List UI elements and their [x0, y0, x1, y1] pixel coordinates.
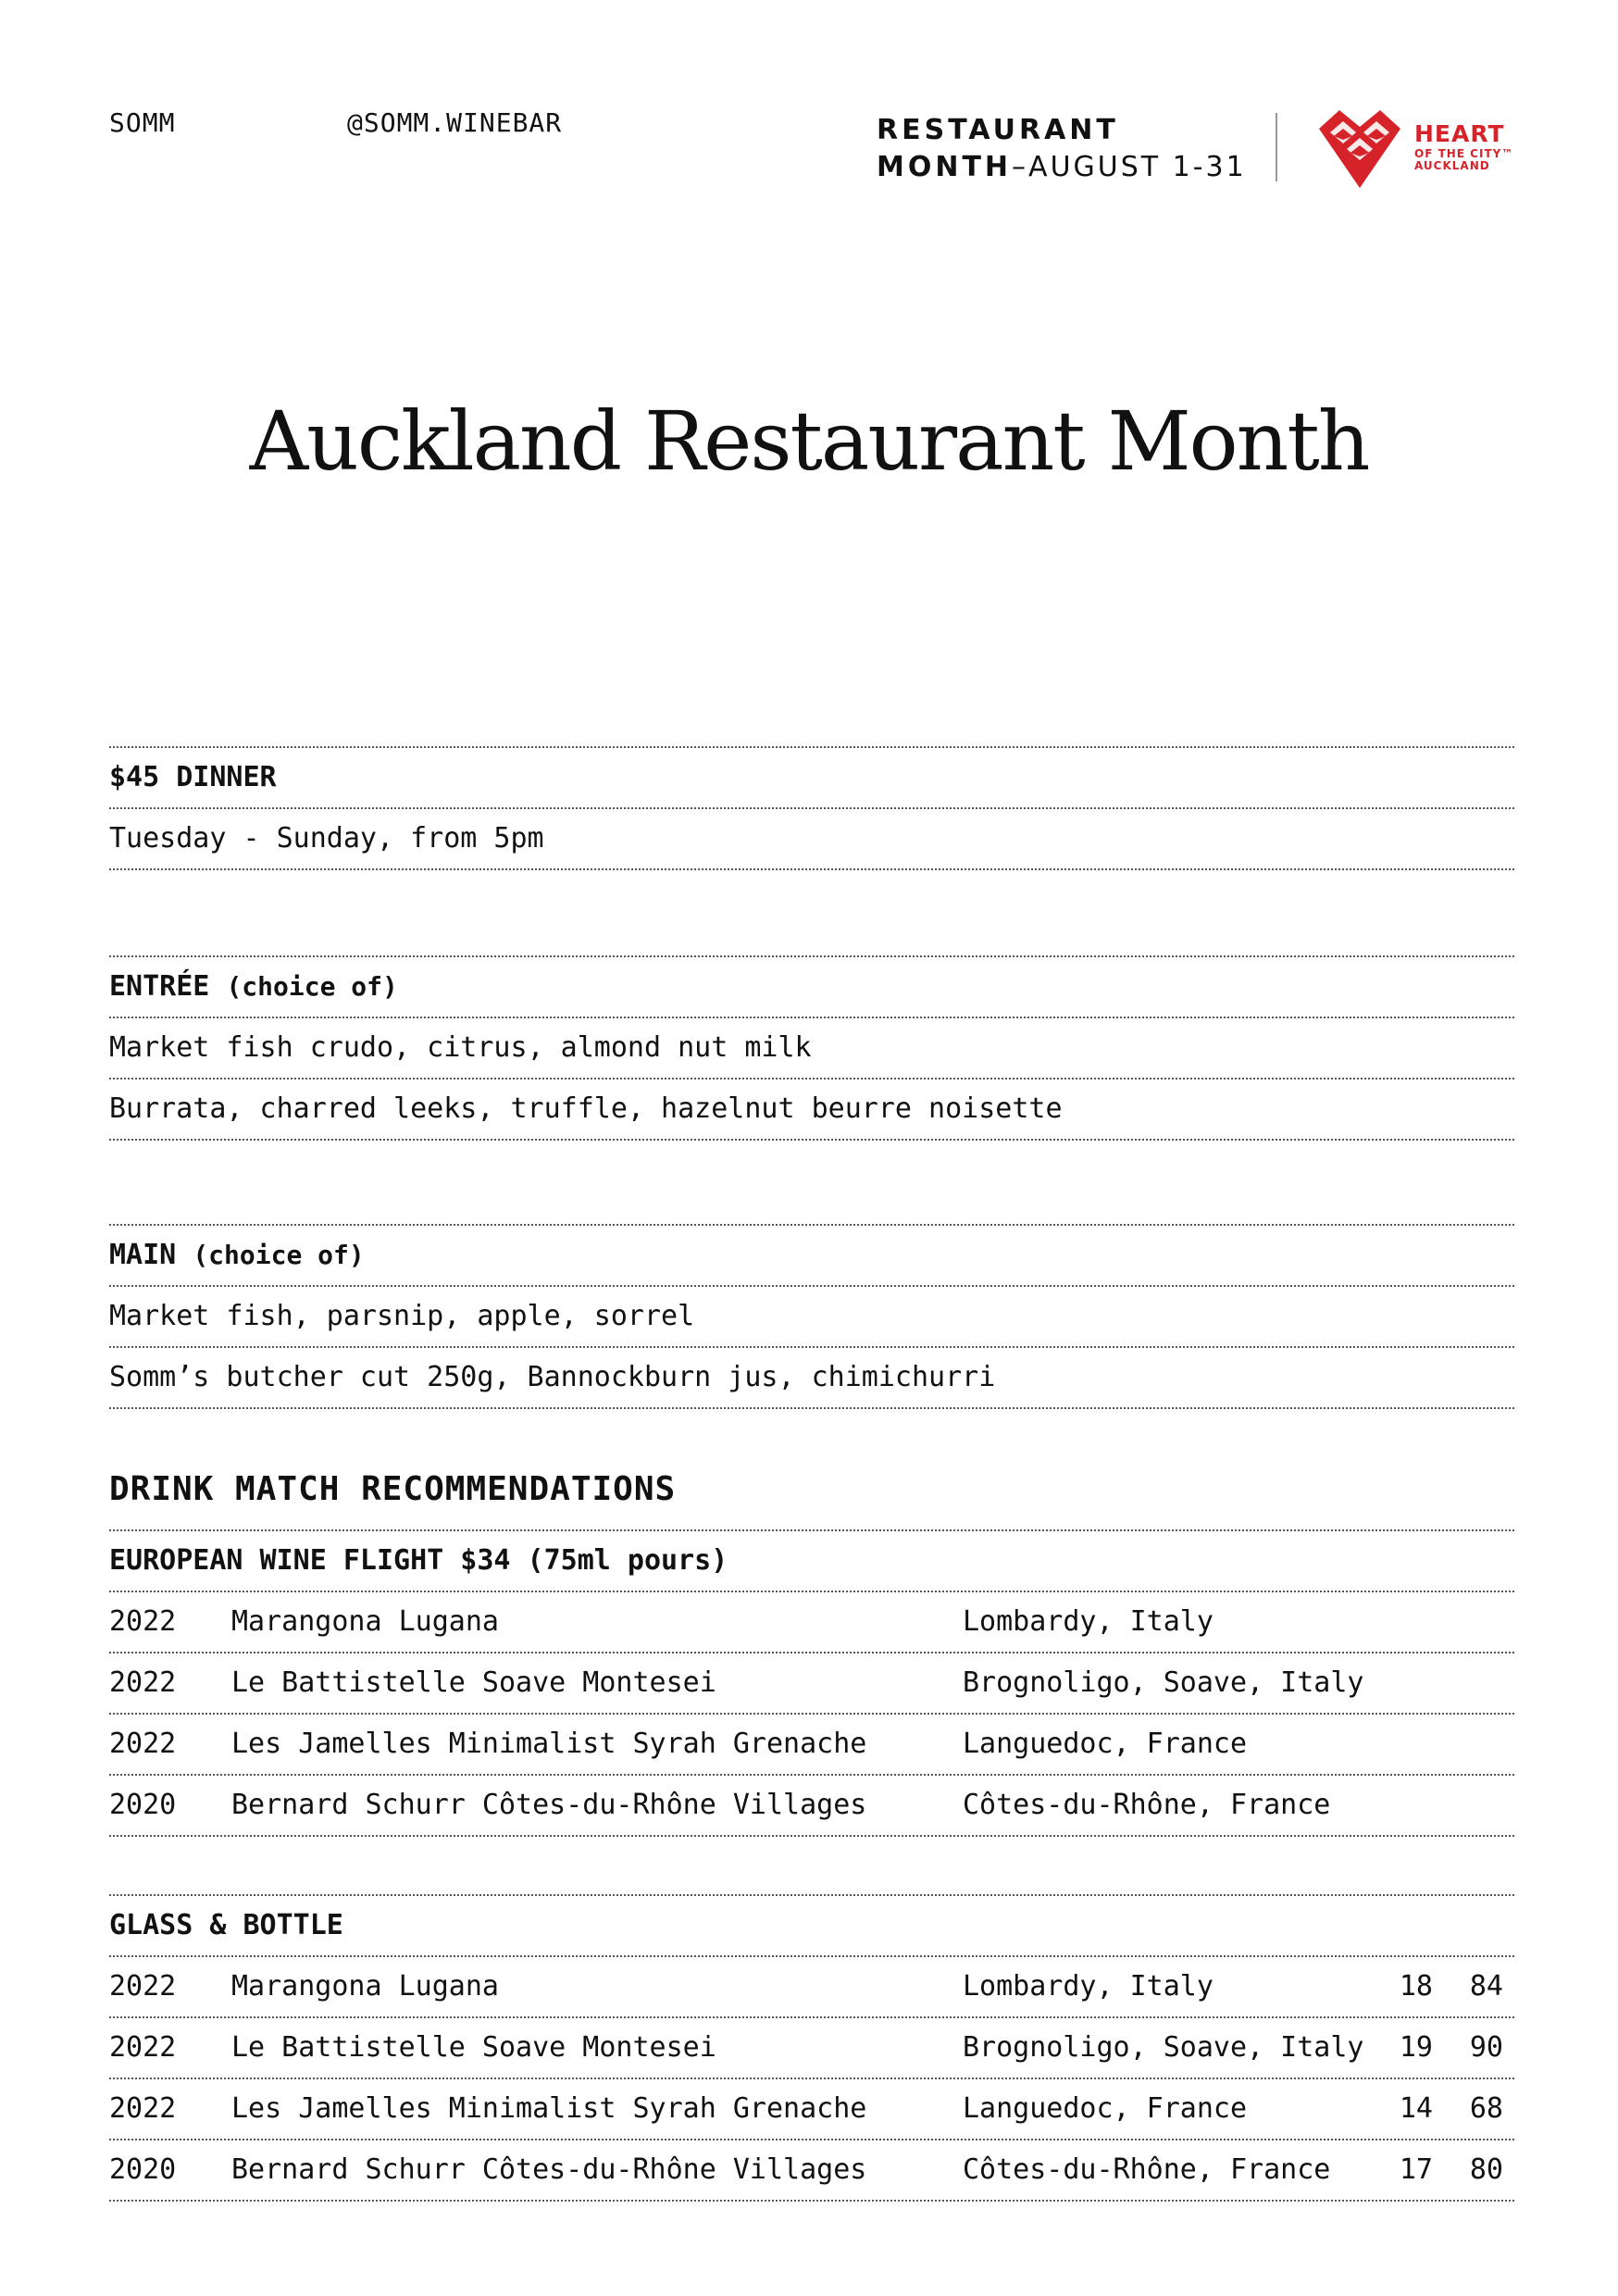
- glass-price: 18: [1399, 1970, 1433, 2003]
- restaurant-month-logo: [877, 112, 1247, 186]
- bottle-price: 90: [1469, 2031, 1503, 2064]
- glass-wine-row: [109, 2018, 1514, 2078]
- heart-of-the-city-icon: [1319, 110, 1400, 188]
- wine-year: 2022: [109, 1605, 177, 1638]
- dinner-heading: $45 DINNER: [109, 761, 277, 793]
- wine-region: Languedoc, France: [963, 2092, 1248, 2125]
- glass-wine-row: [109, 2079, 1514, 2139]
- wine-name: Les Jamelles Minimalist Syrah Grenache: [231, 1728, 867, 1760]
- main-heading: MAIN (choice of): [109, 1239, 365, 1271]
- wine-region: Lombardy, Italy: [963, 1605, 1214, 1638]
- wine-region: Brognoligo, Soave, Italy: [963, 2031, 1364, 2064]
- flight-wine-row: [109, 1776, 1514, 1835]
- instagram-handle: @SOMM.WINEBAR: [347, 107, 563, 138]
- main-item: Somm’s butcher cut 250g, Bannockburn jus, chimichurri: [109, 1361, 996, 1393]
- wine-region: Languedoc, France: [963, 1728, 1248, 1760]
- glass-price: 17: [1399, 2153, 1433, 2186]
- wine-year: 2022: [109, 2031, 177, 2064]
- entree-item: Market fish crudo, citrus, almond nut milk: [109, 1031, 812, 1064]
- wine-name: Les Jamelles Minimalist Syrah Grenache: [231, 2092, 867, 2125]
- logo-divider: [1276, 113, 1277, 181]
- wine-year: 2020: [109, 1789, 177, 1821]
- wine-region: Brognoligo, Soave, Italy: [963, 1666, 1364, 1699]
- wine-name: Le Battistelle Soave Montesei: [231, 2031, 716, 2064]
- glass-bottle-heading: GLASS & BOTTLE: [109, 1909, 343, 1941]
- glass-wine-row: [109, 2140, 1514, 2200]
- dinner-schedule: Tuesday - Sunday, from 5pm: [109, 822, 544, 855]
- event-month: MONTH: [877, 151, 1013, 183]
- wine-name: Bernard Schurr Côtes-du-Rhône Villages: [231, 2153, 867, 2186]
- glass-wine-row: [109, 1957, 1514, 2016]
- bottle-price: 68: [1469, 2092, 1503, 2125]
- heart-of-the-city-wordmark: HEART OF THE CITY™ AUCKLAND: [1414, 120, 1514, 172]
- glass-price: 19: [1399, 2031, 1433, 2064]
- wine-year: 2020: [109, 2153, 177, 2186]
- wine-year: 2022: [109, 1728, 177, 1760]
- page-title: Auckland Restaurant Month: [249, 393, 1369, 489]
- divider: [109, 1139, 1514, 1141]
- divider: [109, 868, 1514, 870]
- wine-name: Marangona Lugana: [231, 1970, 499, 2003]
- event-line1: RESTAURANT: [877, 114, 1119, 146]
- wine-year: 2022: [109, 1970, 177, 2003]
- bottle-price: 80: [1469, 2153, 1503, 2186]
- wine-name: Marangona Lugana: [231, 1605, 499, 1638]
- flight-wine-row: [109, 1715, 1514, 1774]
- divider: [109, 1835, 1514, 1837]
- wine-flight-heading: EUROPEAN WINE FLIGHT $34 (75ml pours): [109, 1544, 728, 1577]
- wine-region: Côtes-du-Rhône, France: [963, 2153, 1331, 2186]
- wine-region: Lombardy, Italy: [963, 1970, 1214, 2003]
- wine-name: Le Battistelle Soave Montesei: [231, 1666, 716, 1699]
- entree-item: Burrata, charred leeks, truffle, hazelnut beurre noisette: [109, 1092, 1063, 1125]
- event-dates: –AUGUST 1-31: [1012, 151, 1247, 183]
- glass-price: 14: [1399, 2092, 1433, 2125]
- wine-year: 2022: [109, 1666, 177, 1699]
- divider: [109, 1407, 1514, 1409]
- flight-wine-row: [109, 1653, 1514, 1713]
- drinks-caption: DRINK MATCH RECOMMENDATIONS: [109, 1470, 677, 1508]
- flight-wine-row: [109, 1592, 1514, 1652]
- divider: [109, 2200, 1514, 2202]
- wine-name: Bernard Schurr Côtes-du-Rhône Villages: [231, 1789, 867, 1821]
- event-line2: [877, 149, 1247, 186]
- wine-region: Côtes-du-Rhône, France: [963, 1789, 1331, 1821]
- main-item: Market fish, parsnip, apple, sorrel: [109, 1300, 695, 1332]
- entree-heading: ENTRÉE (choice of): [109, 970, 398, 1003]
- bottle-price: 84: [1469, 1970, 1503, 2003]
- brand-name: SOMM: [109, 107, 176, 138]
- wine-year: 2022: [109, 2092, 177, 2125]
